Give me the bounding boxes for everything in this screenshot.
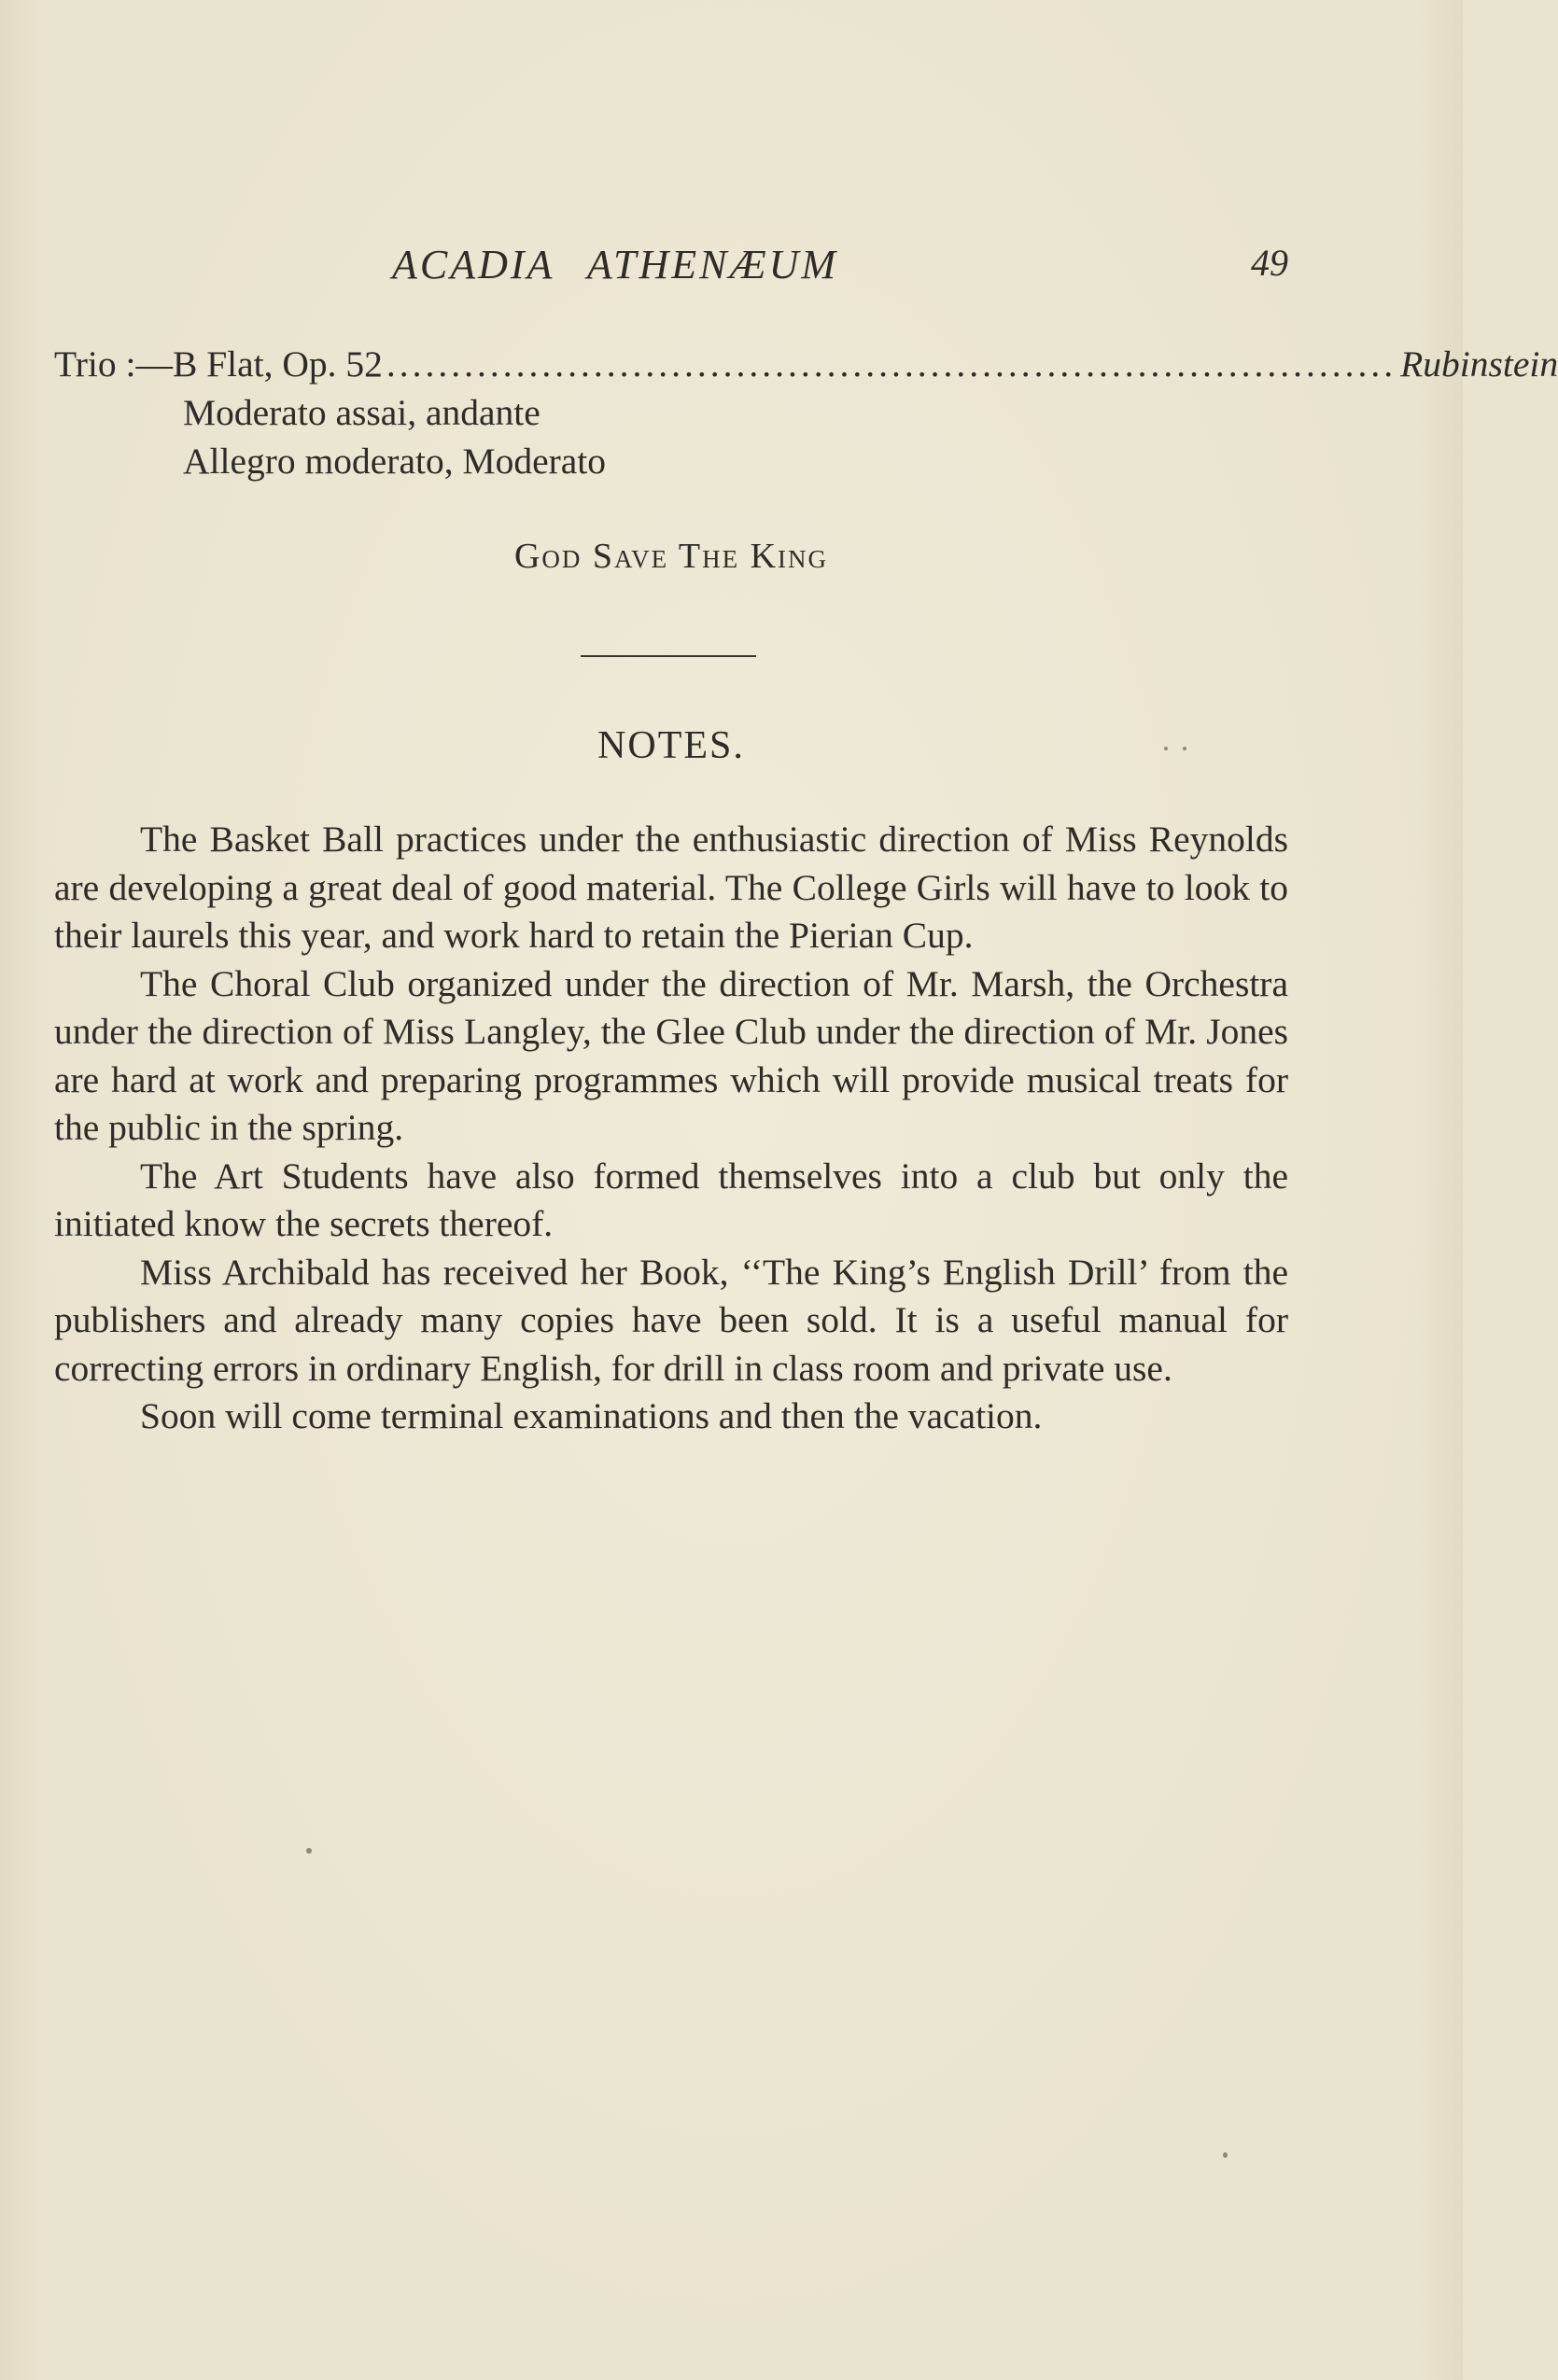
paragraph: The Choral Club organized under the direction of Mr. Marsh, the Orchestra under the direction of Miss Langley, the Glee Club under the direction of Mr. Jones are hard at work and preparing programmes which will provide musical treats for the public in the spring. [54,962,1288,1148]
journal-title: ACADIA ATHENÆUM [392,242,839,287]
paper-speck [1223,2152,1228,2158]
section-divider [581,655,756,657]
paragraph: Miss Archibald has received her Book, ‘‘The King’s English Drill’ from the publishers and already many copies have been sold. It is a useful manual for correcting errors in ordinary English, for drill in class room and private use. [54,1251,1288,1389]
paper-speck [1183,747,1186,750]
movement-line: Allegro moderato, Moderato [183,441,607,482]
notes-body [54,816,1288,1441]
piece-title: Trio :—B Flat, Op. 52 [54,343,383,385]
programme-item [54,340,1558,388]
paragraph: The Art Students have also formed themselves into a club but only the initiated know the secrets thereof. [54,1155,1288,1244]
paragraph: Soon will come terminal examinations and then the vacation. [140,1395,1043,1436]
running-header [54,241,1288,297]
movement-line: Moderato assai, andante [183,392,540,433]
section-heading: NOTES. [597,724,745,767]
composer-name: Rubinstein [1400,343,1558,385]
paragraph: The Basket Ball practices under the enthusiastic direction of Miss Reynolds are developing a great deal of good material. The College Girls will have to look to their laurels this year, and work hard to retain the Pierian Cup. [54,819,1288,956]
paper-speck [306,1848,312,1854]
page-number: 49 [1251,242,1288,284]
dot-leader: .............................................................................. [386,343,1397,385]
paper-speck [1164,747,1168,750]
anthem-title: God Save The King [513,537,829,576]
